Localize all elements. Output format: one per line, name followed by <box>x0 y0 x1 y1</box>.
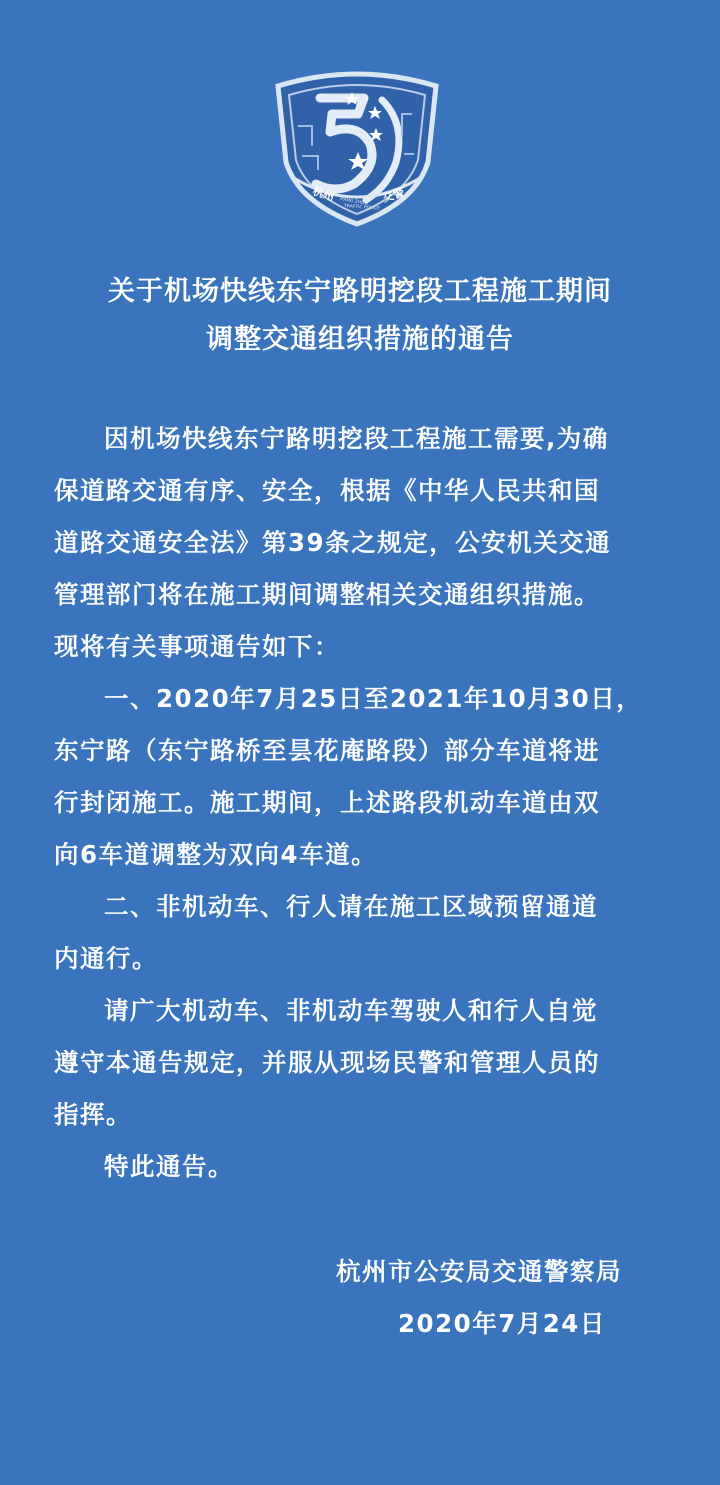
body-line: 向6车道调整为双向4车道。 <box>54 840 378 869</box>
body-line: 二、非机动车、行人请在施工区域预留通道 <box>104 892 598 921</box>
title-line-1: 关于机场快线东宁路明挖段工程施工期间 <box>108 276 612 307</box>
body-line: 管理部门将在施工期间调整相关交通组织措施。 <box>54 580 600 609</box>
body-line: 请广大机动车、非机动车驾驶人和行人自觉 <box>104 996 598 1025</box>
issuing-authority: 杭州市公安局交通警察局 <box>336 1257 622 1286</box>
body-line: 保道路交通有序、安全，根据《中华人民共和国 <box>54 476 600 505</box>
body-line: 行封闭施工。施工期间，上述路段机动车道由双 <box>54 788 600 817</box>
body-line: 一、2020年7月25日至2021年10月30日， <box>104 684 643 713</box>
body-line: 东宁路（东宁路桥至昙花庵路段）部分车道将进 <box>54 736 600 765</box>
body-line: 指挥。 <box>54 1100 132 1129</box>
traffic-police-badge-icon <box>272 66 442 228</box>
notice-title <box>0 268 720 364</box>
body-line: 特此通告。 <box>104 1152 234 1181</box>
issue-date: 2020年7月24日 <box>398 1309 606 1338</box>
svg-text:交警: 交警 <box>380 185 406 205</box>
body-line: 遵守本通告规定，并服从现场民警和管理人员的 <box>54 1048 600 1077</box>
svg-text:HANG ZHOU: HANG ZHOU <box>339 197 369 207</box>
notice-body <box>54 413 666 1193</box>
body-line: 道路交通安全法》第39条之规定，公安机关交通 <box>54 528 612 557</box>
svg-text:TRAFFIC POLICE: TRAFFIC POLICE <box>343 204 381 212</box>
svg-text:杭州: 杭州 <box>311 184 337 204</box>
body-line: 内通行。 <box>54 944 158 973</box>
title-line-2: 调整交通组织措施的通告 <box>206 324 514 355</box>
body-line: 现将有关事项通告如下： <box>54 632 340 661</box>
body-line: 因机场快线东宁路明挖段工程施工需要,为确 <box>104 424 609 453</box>
